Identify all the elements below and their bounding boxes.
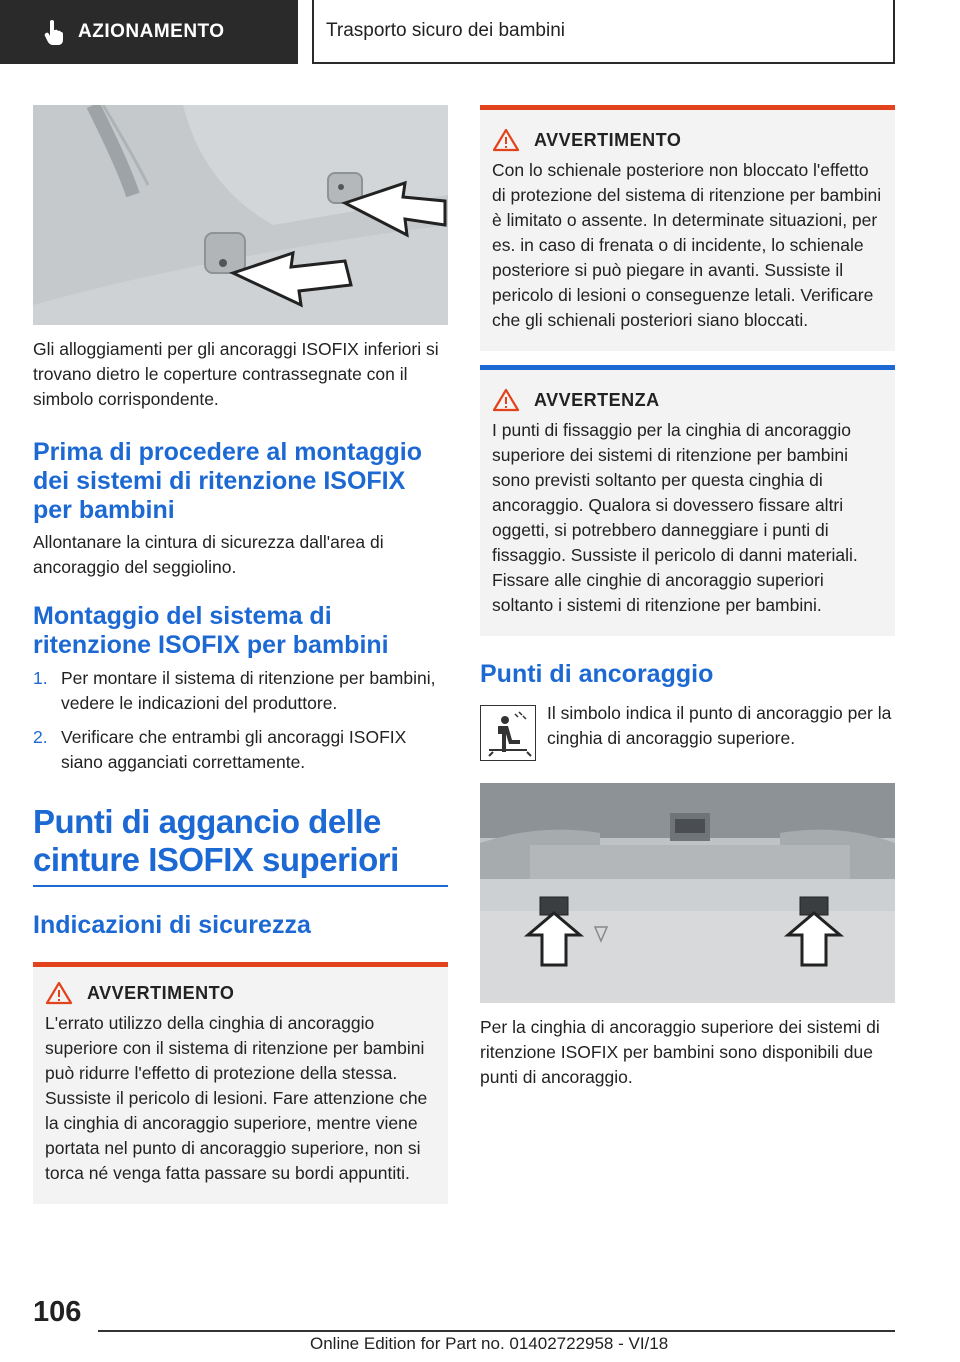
edition-info: Online Edition for Part no. 01402722958 - VI/18 <box>310 1334 669 1353</box>
symbol-description: Il simbolo indica il punto di ancoraggio per la cinghia di ancoraggio superiore. <box>547 703 892 748</box>
warning-triangle-icon <box>492 128 520 152</box>
notice-text: I punti di fissaggio per la cinghia di ancoraggio superiore dei sistemi di ritenzione per bambini sono previsti soltanto per questa cinghia di ancoraggio. Qualora si dovessero fissare altri oggetti, si potrebbero danneggiare i punti di fissaggio. Sussiste il pericolo di danni materiali. Fissare alle cinghie di ancoraggio superiori soltanto i sistemi di ritenzione per bambini. <box>492 420 858 615</box>
section-tab[interactable] <box>0 0 298 64</box>
page-header-title: Trasporto sicuro dei bambini <box>312 0 895 64</box>
heading-before-mounting: Prima di procedere al montaggio dei sistemi di ritenzione ISOFIX per bambini <box>33 438 422 524</box>
warning-box-backrest <box>480 105 895 351</box>
warning-text: Con lo schienale posteriore non bloccato l'effetto di protezione del sistema di ritenzione per bambini è limitato o assente. In determinate situazioni, per es. in caso di frenata o di incidente, lo schienale posteriore si può piegare in avanti. Sussiste il pericolo di lesioni o conseguenze letali. Verificare che gli schienali posteriori siano bloccati. <box>492 160 882 330</box>
before-mounting-text: Allontanare la cintura di sicurezza dall'area di ancoraggio del seggiolino. <box>33 532 384 577</box>
warning-text: L'errato utilizzo della cinghia di ancoraggio superiore con il sistema di ritenzione per bambini può ridurre l'effetto di protezione della stessa. Sussiste il pericolo di lesioni. Fare attenzione che la cinghia di ancoraggio superiore, mentre viene portata nel punto di ancoraggio superiore, non si torca né venga fatta passare su bordi appuntiti. <box>45 1013 428 1183</box>
warning-box-misuse <box>33 962 448 1204</box>
isofix-lower-anchor-photo <box>33 105 448 325</box>
right-column <box>480 105 895 1090</box>
notice-title: AVVERTENZA <box>534 389 660 410</box>
heading-safety: Indicazioni di sicurezza <box>33 911 311 939</box>
mounting-steps <box>33 666 448 775</box>
chapter-title: Punti di aggancio delle cinture ISOFIX superiori <box>33 803 399 878</box>
list-item: 1. Per montare il sistema di ritenzione per bambini, vedere le indicazioni del produttore. <box>33 668 436 713</box>
heading-anchor-points: Punti di ancoraggio <box>480 660 714 688</box>
warning-title: AVVERTIMENTO <box>534 129 682 150</box>
warning-triangle-icon <box>45 981 73 1005</box>
notice-box <box>480 365 895 636</box>
footer-divider <box>98 1330 895 1332</box>
symbol-row <box>480 701 895 761</box>
child-seat-anchor-symbol-icon <box>480 705 536 761</box>
top-tether-anchor-photo <box>480 783 895 1003</box>
page-number: 106 <box>33 1296 82 1328</box>
list-item: 2. Verificare che entrambi gli ancoraggi ISOFIX siano agganciati correttamente. <box>33 727 407 772</box>
warning-triangle-icon <box>492 388 520 412</box>
chapter-divider <box>33 885 448 887</box>
section-label: AZIONAMENTO <box>78 21 225 42</box>
hand-pointer-icon <box>44 19 64 45</box>
left-column <box>33 105 448 1204</box>
heading-mounting: Montaggio del sistema di ritenzione ISOFIX per bambini <box>33 602 389 659</box>
top-tether-caption: Per la cinghia di ancoraggio superiore dei sistemi di ritenzione ISOFIX per bambini sono disponibili due punti di ancoraggio. <box>480 1017 880 1087</box>
warning-title: AVVERTIMENTO <box>87 982 235 1003</box>
lower-anchor-caption: Gli alloggiamenti per gli ancoraggi ISOFIX inferiori si trovano dietro le coperture contrassegnate con il simbolo corrispondente. <box>33 339 439 409</box>
